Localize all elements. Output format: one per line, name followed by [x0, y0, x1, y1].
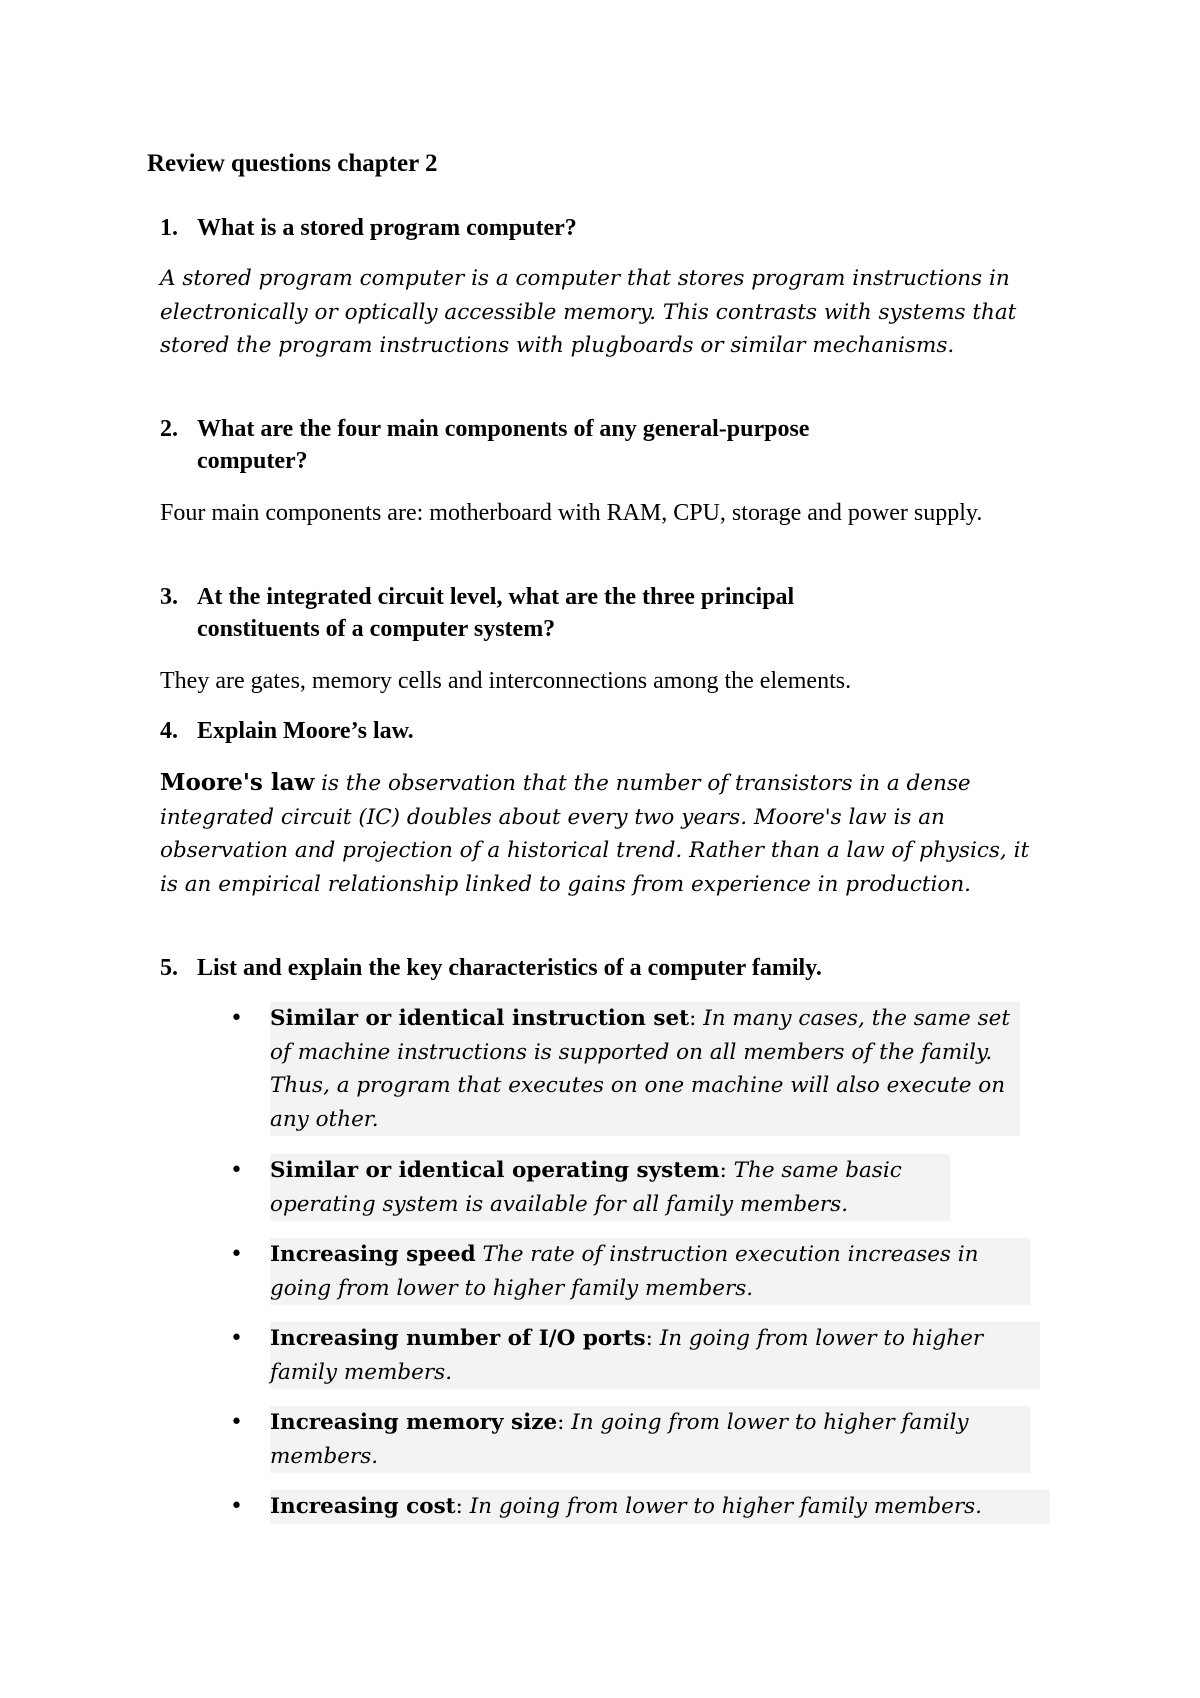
answer-2: Four main components are: motherboard with RAM, CPU, storage and power supply. [160, 500, 983, 526]
bullet-icon: • [230, 1242, 243, 1267]
list-item: • Similar or identical instruction set: In many cases, the same set of machine instructions is supported on all members of the family. Thus, a program that executes on one machine will also execute on any other. [230, 1002, 1050, 1136]
question-text: What is a stored program computer? [197, 215, 577, 241]
answer-text: is the observation that the number of transistors in a dense integrated circuit (IC) doubles about every two years. Moore's law is an observation and projection of a historical trend. Rather than a law of physics, it is an empirical relationship linked to gains from experience in production. [160, 771, 1030, 897]
list-item: • Increasing number of I/O ports: In going from lower to higher family members. [230, 1322, 1050, 1389]
question-2 [160, 413, 1040, 477]
question-text: What are the four main components of any general-purpose computer? [197, 416, 810, 474]
bullet-icon: • [230, 1158, 243, 1183]
bullet-icon: • [230, 1494, 243, 1519]
list-item: • Similar or identical operating system: The same basic operating system is available for all family members. [230, 1154, 1050, 1221]
answer-4 [160, 766, 1050, 901]
bullet-icon: • [230, 1410, 243, 1435]
list-item: • Increasing speed The rate of instruction execution increases in going from lower to higher family members. [230, 1238, 1050, 1305]
list-item: • Increasing cost: In going from lower to higher family members. [230, 1490, 1050, 1524]
bullet-icon: • [230, 1326, 243, 1351]
question-number: 2. [160, 416, 178, 442]
question-3 [160, 581, 1040, 645]
question-5 [160, 952, 1040, 984]
page-title: Review questions chapter 2 [147, 150, 438, 177]
question-1 [160, 212, 1040, 244]
list-item: • Increasing memory size: In going from lower to higher family members. [230, 1406, 1050, 1473]
question-number: 4. [160, 718, 178, 744]
answer-1: A stored program computer is a computer that stores program instructions in electronically or optically accessible memory. This contrasts with systems that stored the program instructions with plugboards or similar mechanisms. [160, 266, 1017, 358]
question-text: At the integrated circuit level, what are the three principal constituents of a computer system? [197, 584, 795, 642]
question-number: 5. [160, 955, 178, 981]
question-text: Explain Moore’s law. [197, 718, 414, 744]
question-4 [160, 715, 1040, 747]
question-number: 3. [160, 584, 178, 610]
answer-term: Moore's law [160, 769, 315, 796]
question-text: List and explain the key characteristics of a computer family. [197, 955, 822, 981]
answer-3: They are gates, memory cells and interconnections among the elements. [160, 668, 852, 694]
question-number: 1. [160, 215, 178, 241]
bullet-icon: • [230, 1006, 243, 1031]
